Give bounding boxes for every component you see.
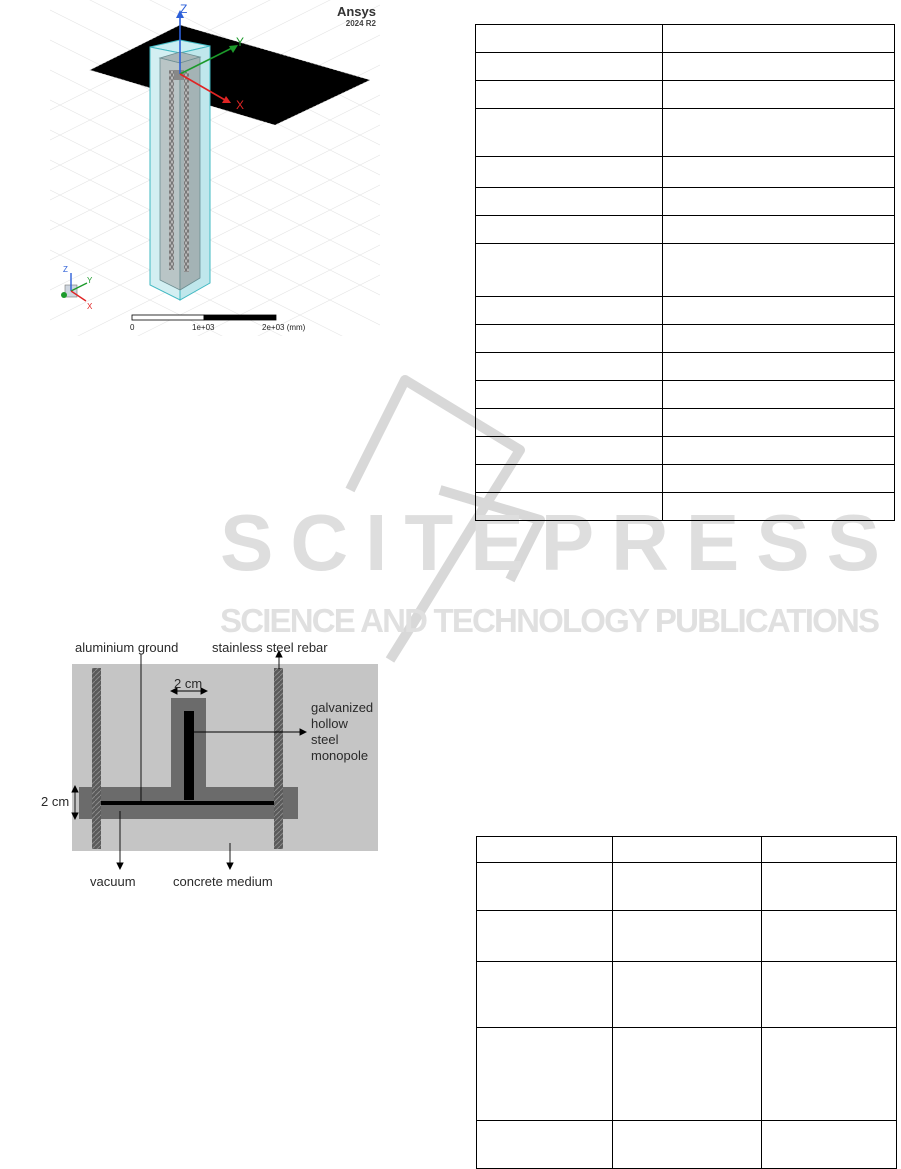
label-monopole-line4: monopole: [311, 748, 369, 763]
rebar-right: [184, 72, 189, 272]
table-row: [476, 465, 895, 493]
scale-tick-2: 2e+03 (mm): [262, 323, 306, 332]
triad-y-label: Y: [87, 276, 93, 285]
table-row: [477, 962, 897, 1028]
triad-x-label: X: [87, 302, 93, 311]
table-row: [476, 244, 895, 297]
reference-plane: [90, 25, 370, 125]
aluminium-ground-plane: [97, 801, 277, 805]
label-monopole-line2: hollow: [311, 716, 348, 731]
ansys-viewport: [50, 0, 380, 336]
table-row: [476, 25, 895, 53]
table-row: [476, 81, 895, 109]
label-width: 2 cm: [174, 676, 203, 691]
table-row: [476, 409, 895, 437]
table-row: [476, 109, 895, 157]
label-monopole-line3: steel: [311, 732, 339, 747]
table-row: [477, 911, 897, 962]
table-row: [476, 157, 895, 188]
label-aluminium-ground: aluminium ground: [75, 640, 179, 655]
table-row: [476, 437, 895, 465]
rebar-right: [274, 668, 283, 849]
table-row: [476, 353, 895, 381]
material-table: [476, 836, 897, 1169]
orientation-triad: [61, 273, 87, 301]
table-row: [476, 381, 895, 409]
watermark-title: SCITEPRESS: [220, 498, 880, 587]
table-row: [476, 297, 895, 325]
rebar-left: [169, 70, 174, 270]
scale-tick-0: 0: [130, 323, 135, 332]
scale-tick-1: 1e+03: [192, 323, 215, 332]
table-row: [476, 325, 895, 353]
axis-x-label: X: [236, 98, 245, 112]
inner-column: [160, 52, 200, 290]
ansys-logo-text: Ansys: [336, 4, 376, 19]
table-row: [476, 216, 895, 244]
label-height: 2 cm: [41, 794, 70, 809]
table-header-row: [477, 837, 897, 863]
table-row: [477, 1121, 897, 1169]
label-vacuum: vacuum: [90, 874, 136, 889]
table-row: [476, 493, 895, 521]
monopole: [184, 711, 194, 800]
axis-y-label: Y: [236, 35, 245, 49]
watermark-subtitle: SCIENCE AND TECHNOLOGY PUBLICATIONS: [220, 602, 880, 639]
label-stainless-steel-rebar: stainless steel rebar: [212, 640, 328, 655]
table-row: [477, 1028, 897, 1121]
table-row: [476, 53, 895, 81]
label-monopole-line1: galvanized: [311, 700, 374, 715]
table-row: [476, 188, 895, 216]
scale-bar: [132, 315, 276, 320]
ansys-brand: [337, 5, 376, 28]
parameter-table: [475, 24, 895, 521]
triad-z-label: Z: [63, 265, 68, 274]
rebar-left: [92, 668, 101, 849]
cross-section-figure: [41, 636, 390, 896]
table-row: [477, 863, 897, 911]
ansys-version: 2024 R2: [345, 19, 376, 28]
axis-z-label: Z: [180, 2, 188, 16]
label-concrete-medium: concrete medium: [173, 874, 273, 889]
ansys-model-figure: [50, 0, 380, 336]
